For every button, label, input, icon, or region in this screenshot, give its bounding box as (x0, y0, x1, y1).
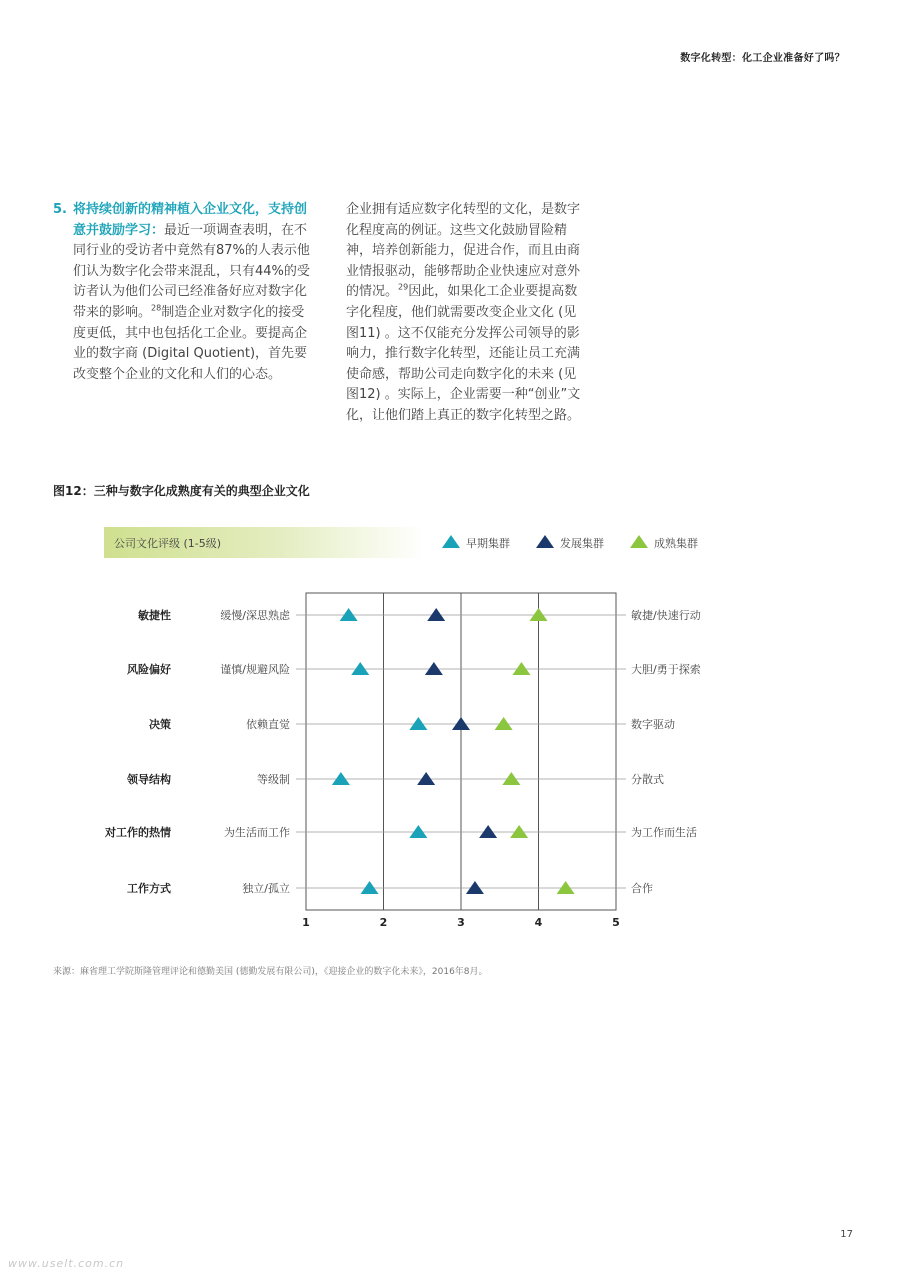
row-label-6: 工作方式 (127, 882, 171, 895)
row-right-anchor-4: 分散式 (631, 773, 664, 786)
watermark: www.uselt.com.cn (8, 1257, 125, 1270)
row-label-3: 决策 (149, 718, 171, 731)
marker-series-3-row-5 (510, 825, 528, 838)
left-text-a: 最近一项调查表明，在不同行业的受访者中竟然有87%的人表示他们认为数字化会带来混乱，只有44%的受访者认为他们公司已经准备好应对数字化带来的影响。 (73, 222, 310, 320)
x-tick-4: 4 (534, 916, 543, 929)
marker-series-1-row-3 (409, 717, 427, 730)
running-header: 数字化转型：化工企业准备好了吗？ (680, 53, 845, 64)
marker-series-2-row-6 (466, 881, 484, 894)
marker-series-3-row-6 (557, 881, 575, 894)
marker-series-1-row-1 (340, 608, 358, 621)
x-tick-3: 3 (457, 916, 465, 929)
marker-series-3-row-4 (502, 772, 520, 785)
row-label-2: 风险偏好 (127, 663, 171, 676)
item-number: 5. (53, 202, 67, 217)
marker-series-3-row-2 (512, 662, 530, 675)
legend-label-developing: 发展集群 (560, 537, 604, 550)
row-label-1: 敏捷性 (138, 609, 171, 622)
footnote-ref-29: 29 (398, 283, 409, 293)
marker-series-3-row-3 (495, 717, 513, 730)
marker-series-1-row-2 (351, 662, 369, 675)
row-right-anchor-1: 敏捷/快速行动 (631, 609, 701, 622)
rating-label: 公司文化评级 (1-5级) (114, 537, 222, 550)
row-label-4: 领导结构 (127, 773, 171, 786)
row-label-5: 对工作的热情 (105, 826, 171, 839)
row-left-anchor-2: 谨慎/规避风险 (220, 663, 290, 676)
row-left-anchor-1: 缓慢/深思熟虑 (220, 609, 290, 622)
item-heading: 将持续创新的精神植入企业文化，支持创意并鼓励学习： (73, 202, 308, 238)
marker-series-3-row-1 (530, 608, 548, 621)
row-left-anchor-3: 依赖直觉 (246, 718, 290, 731)
marker-series-2-row-2 (425, 662, 443, 675)
figure-title: 图12：三种与数字化成熟度有关的典型企业文化 (53, 484, 310, 498)
footnote-ref-28: 28 (151, 303, 162, 313)
marker-series-2-row-3 (452, 717, 470, 730)
x-tick-2: 2 (379, 916, 388, 929)
marker-series-2-row-5 (479, 825, 497, 838)
row-left-anchor-4: 等级制 (257, 773, 290, 786)
legend-label-mature: 成熟集群 (654, 537, 698, 550)
row-right-anchor-2: 大胆/勇于探索 (631, 663, 701, 676)
marker-series-1-row-5 (409, 825, 427, 838)
source-note: 来源：麻省理工学院斯隆管理评论和德勤美国 (德勤发展有限公司)，《迎接企业的数字化未来》，2016年8月。 (53, 967, 488, 977)
right-text-a: 企业拥有适应数字化转型的文化，是数字化程度高的例证。这些文化鼓励冒险精神，培养创新能力，促进合作，而且由商业情报驱动，能够帮助企业快速应对意外的情况。 (346, 202, 581, 300)
marker-series-2-row-1 (427, 608, 445, 621)
marker-series-1-row-6 (361, 881, 379, 894)
marker-series-1-row-4 (332, 772, 350, 785)
row-right-anchor-5: 为工作而生活 (631, 826, 697, 839)
row-right-anchor-3: 数字驱动 (631, 718, 675, 731)
row-left-anchor-6: 独立/孤立 (242, 882, 290, 895)
row-right-anchor-6: 合作 (631, 882, 653, 895)
x-tick-1: 1 (302, 916, 310, 929)
right-text-b: 因此，如果化工企业要提高数字化程度，他们就需要改变企业文化 (见图11) 。这不仅能充分发挥公司领导的影响力，推行数字化转型，还能让员工充满使命感，帮助公司走向数字化的未来 (见图12) 。实际上，企业需要一种“创业”文化，让他们踏上真正的数字化转型之路。 (346, 284, 581, 423)
row-left-anchor-5: 为生活而工作 (224, 826, 290, 839)
legend-label-early: 早期集群 (466, 537, 510, 550)
x-tick-5: 5 (612, 916, 620, 929)
marker-series-2-row-4 (417, 772, 435, 785)
left-text-b: 制造企业对数字化的接受度更低，其中也包括化工企业。要提高企业的数字商 (Digital Quotient)，首先要改变整个企业的文化和人们的心态。 (73, 304, 308, 382)
page-number: 17 (840, 1229, 853, 1240)
